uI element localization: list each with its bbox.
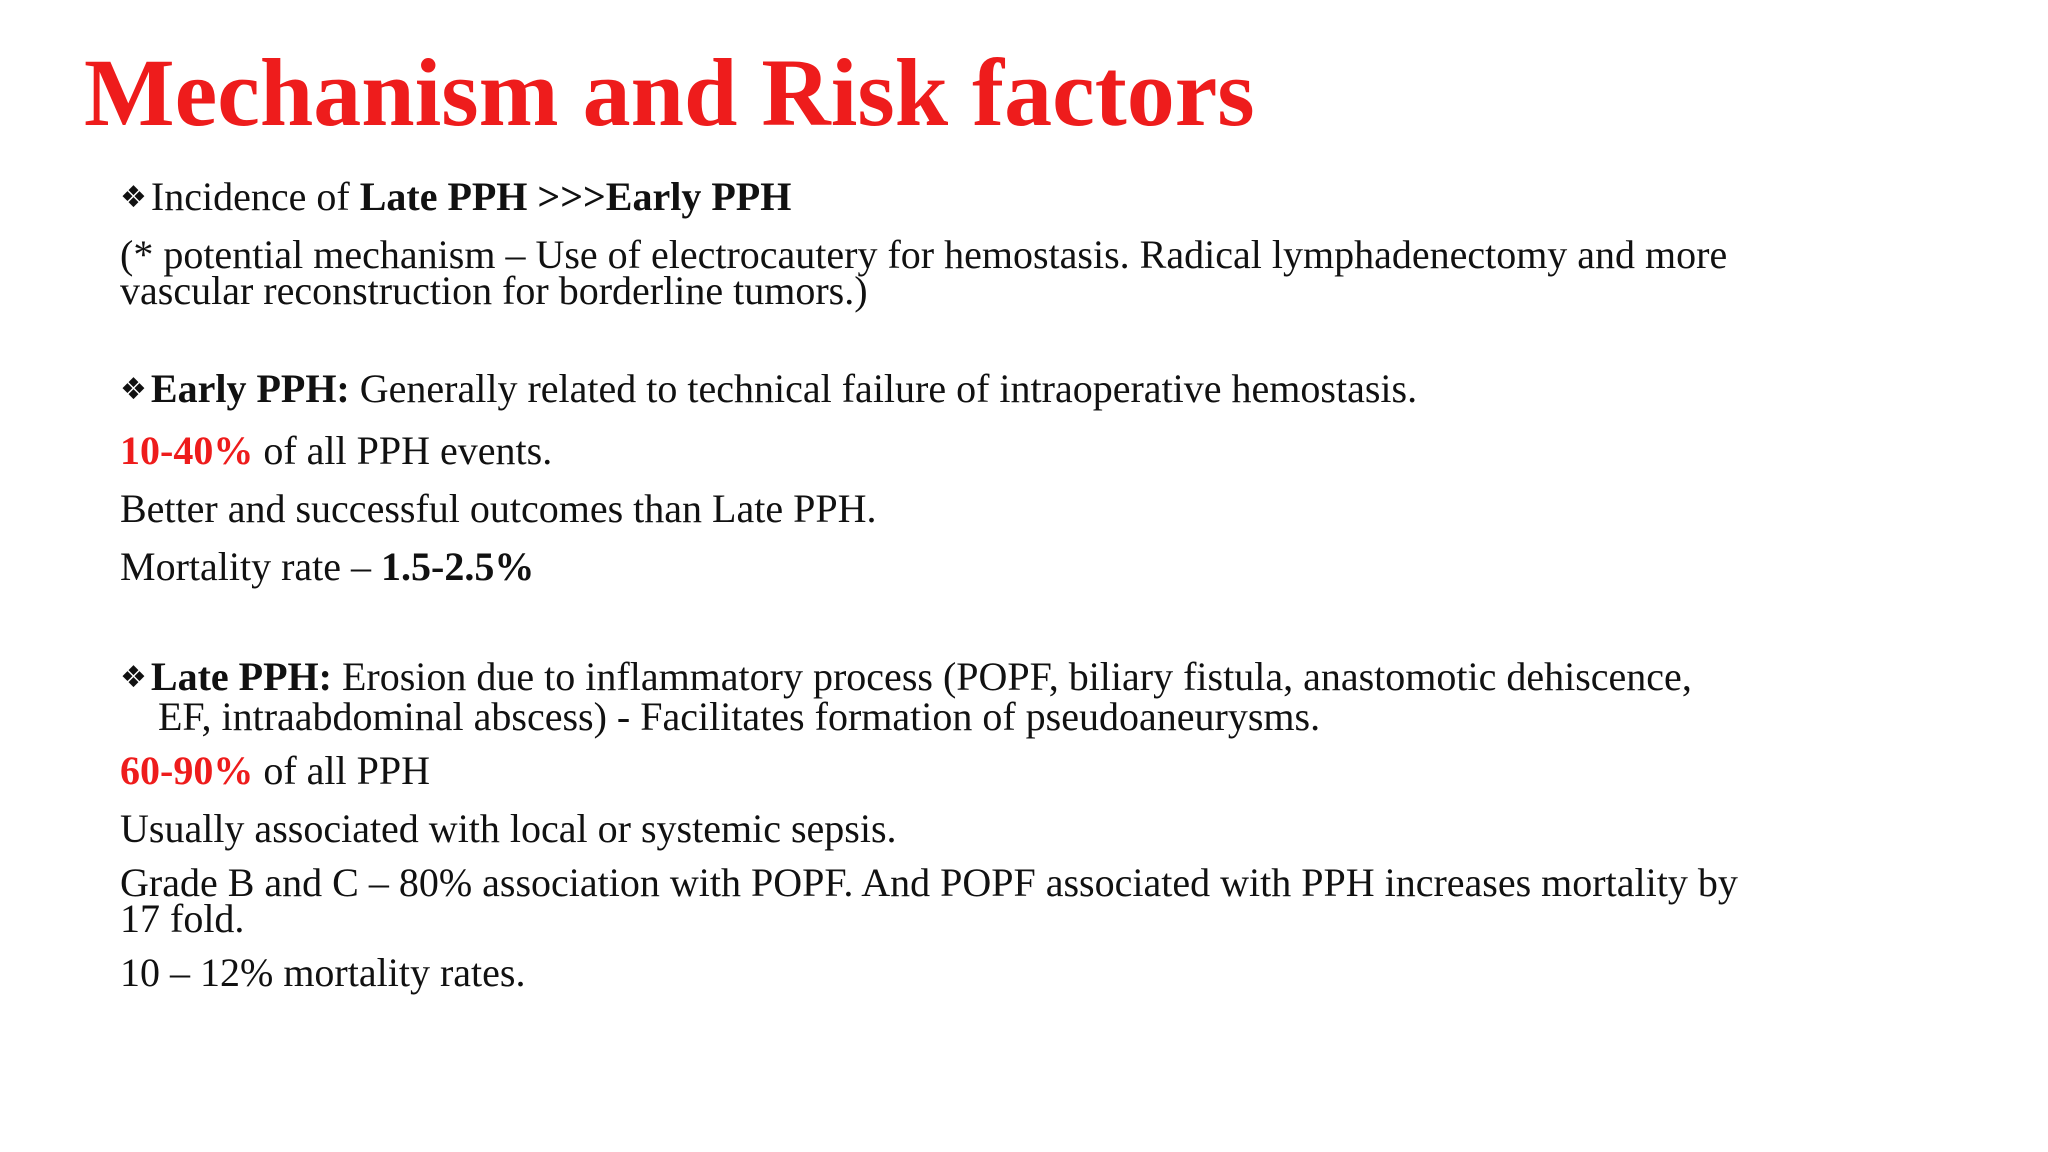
early-pph-heading: Early PPH: (150, 366, 350, 411)
early-pph-stat-text: of all PPH events. (253, 428, 553, 473)
early-pph-mortality-value: 1.5-2.5% (381, 544, 535, 589)
late-pph-heading: Late PPH: (150, 654, 332, 699)
late-pph-stat (120, 749, 1900, 793)
late-pph-percent: 60-90% (120, 748, 254, 793)
four-diamond-bullet-icon: ❖ (120, 660, 147, 695)
late-pph-stat-text: of all PPH (253, 748, 431, 793)
early-pph-mortality (120, 545, 1900, 589)
slide-title: Mechanism and Risk factors (84, 39, 1255, 146)
incidence-prefix: Incidence of (150, 174, 360, 219)
four-diamond-bullet-icon: ❖ (120, 372, 147, 407)
early-pph-description: Generally related to technical failure of intraoperative hemostasis. (349, 366, 1418, 411)
slide-content (120, 175, 1900, 995)
late-pph-sepsis: Usually associated with local or systemic sepsis. (120, 806, 897, 851)
late-pph-mortality: 10 – 12% mortality rates. (120, 950, 526, 995)
early-pph-bullet (120, 367, 1900, 415)
four-diamond-bullet-icon: ❖ (120, 180, 147, 215)
incidence-bold: Late PPH >>>Early PPH (359, 174, 792, 219)
late-pph-description: Erosion due to inflammatory process (POPF, biliary fistula, anastomotic dehiscence, (331, 654, 1692, 699)
late-pph-grade-line2: 17 fold. (120, 896, 245, 941)
mechanism-note-line2: vascular reconstruction for borderline tumors.) (120, 268, 868, 313)
early-pph-percent: 10-40% (120, 428, 254, 473)
early-pph-stat (120, 429, 1900, 473)
late-pph-grade-line1: Grade B and C – 80% association with POPF. And POPF associated with PPH increases mortality by (120, 860, 1738, 905)
early-pph-outcomes: Better and successful outcomes than Late PPH. (120, 486, 877, 531)
mechanism-note-line1: (* potential mechanism – Use of electrocautery for hemostasis. Radical lymphadenectomy and more (120, 232, 1728, 277)
late-pph-bullet (120, 654, 1900, 699)
early-pph-mortality-label: Mortality rate – (120, 544, 382, 589)
late-pph-description-cont: EF, intraabdominal abscess) - Facilitates formation of pseudoaneurysms. (158, 694, 1321, 739)
incidence-bullet (120, 175, 1900, 223)
